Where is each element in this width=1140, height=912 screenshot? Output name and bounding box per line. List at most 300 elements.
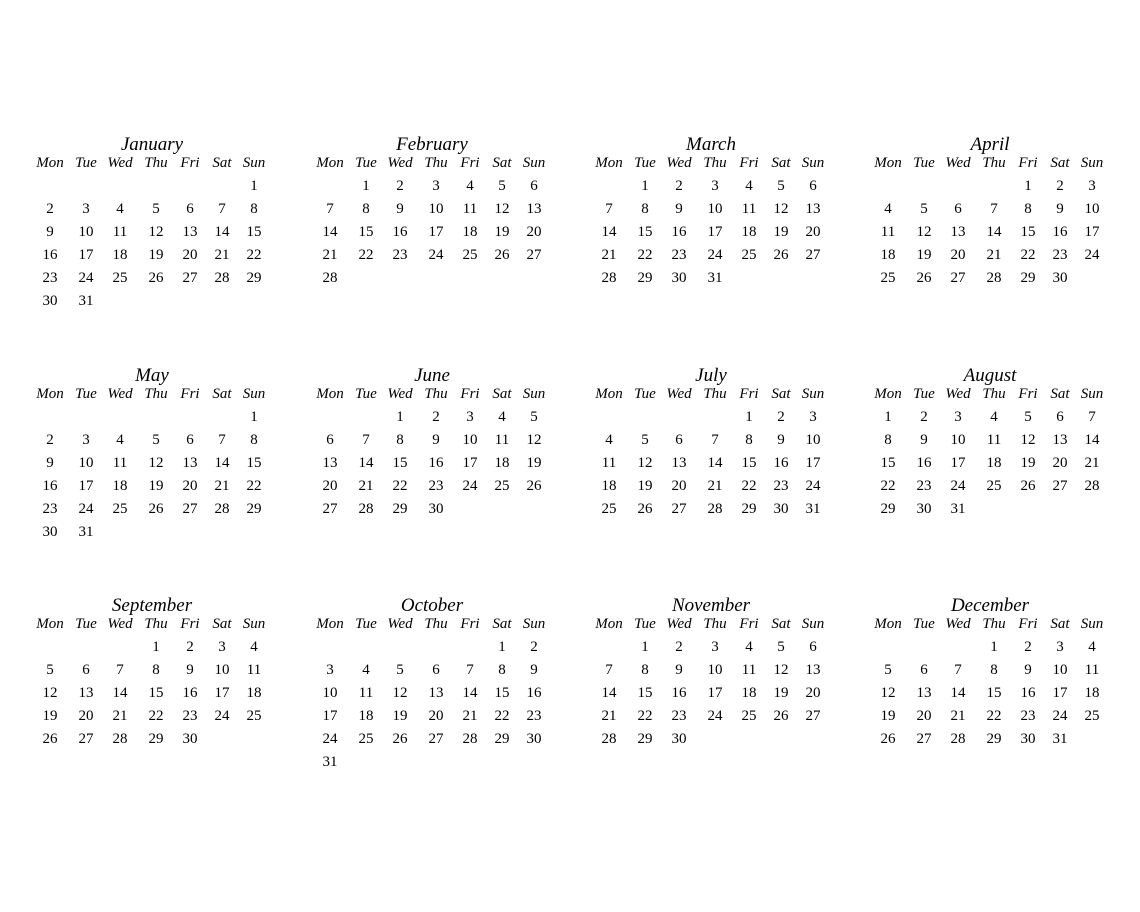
day-cell: 7 (711, 432, 719, 448)
day-cell: 1 (641, 178, 649, 194)
day-cell: 26 (494, 247, 510, 263)
day-cell: 22 (637, 247, 653, 263)
day-cell: 9 (920, 432, 928, 448)
day-cell: 14 (950, 685, 966, 701)
day-cell: 6 (809, 178, 817, 194)
day-cell: 13 (916, 685, 932, 701)
day-cell: 5 (777, 639, 785, 655)
day-cell: 2 (920, 409, 928, 425)
day-cell: 14 (358, 455, 374, 471)
day-cell: 24 (707, 708, 723, 724)
day-cell: 21 (214, 247, 230, 263)
weekday-header-thu: Thu (703, 386, 727, 402)
day-cell: 21 (707, 478, 723, 494)
day-cell: 20 (322, 478, 338, 494)
weekday-header-fri: Fri (180, 616, 200, 632)
day-cell: 3 (1056, 639, 1064, 655)
day-cell: 27 (78, 731, 94, 747)
day-cell: 15 (637, 685, 653, 701)
day-cell: 24 (214, 708, 230, 724)
weekday-header-thu: Thu (982, 616, 1006, 632)
day-cell: 2 (530, 639, 538, 655)
day-cell: 20 (78, 708, 94, 724)
weekday-header-thu: Thu (424, 386, 448, 402)
day-cell: 4 (116, 432, 124, 448)
weekday-header-wed: Wed (945, 616, 971, 632)
day-cell: 23 (392, 247, 408, 263)
day-cell: 27 (322, 501, 338, 517)
day-cell: 13 (428, 685, 444, 701)
weekday-header-mon: Mon (595, 616, 623, 632)
day-cell: 27 (671, 501, 687, 517)
day-cell: 30 (671, 270, 687, 286)
day-cell: 4 (745, 639, 753, 655)
day-cell: 16 (526, 685, 542, 701)
day-cell: 8 (498, 662, 506, 678)
day-cell: 15 (494, 685, 510, 701)
day-cell: 18 (358, 708, 374, 724)
day-cell: 23 (671, 708, 687, 724)
day-cell: 4 (990, 409, 998, 425)
day-cell: 8 (1024, 201, 1032, 217)
weekday-header-tue: Tue (75, 155, 97, 171)
day-cell: 28 (462, 731, 478, 747)
day-cell: 9 (46, 224, 54, 240)
day-cell: 31 (950, 501, 966, 517)
weekday-header-sat: Sat (212, 155, 232, 171)
weekday-header-sun: Sun (522, 155, 546, 171)
day-cell: 10 (950, 432, 966, 448)
day-cell: 14 (707, 455, 723, 471)
day-cell: 1 (250, 178, 258, 194)
day-cell: 25 (246, 708, 262, 724)
day-cell: 1 (396, 409, 404, 425)
day-cell: 23 (42, 501, 58, 517)
day-cell: 7 (116, 662, 124, 678)
day-cell: 24 (462, 478, 478, 494)
day-cell: 17 (805, 455, 821, 471)
month-title: June (414, 365, 450, 386)
day-cell: 30 (182, 731, 198, 747)
weekday-header-sat: Sat (492, 616, 512, 632)
day-cell: 9 (530, 662, 538, 678)
day-cell: 14 (986, 224, 1002, 240)
weekday-header-sun: Sun (1080, 616, 1104, 632)
day-cell: 27 (916, 731, 932, 747)
day-cell: 21 (601, 247, 617, 263)
day-cell: 8 (990, 662, 998, 678)
day-cell: 12 (148, 224, 164, 240)
day-cell: 16 (42, 247, 58, 263)
day-cell: 4 (466, 178, 474, 194)
day-cell: 28 (986, 270, 1002, 286)
day-cell: 16 (1052, 224, 1068, 240)
day-cell: 21 (462, 708, 478, 724)
day-cell: 2 (432, 409, 440, 425)
day-cell: 16 (1020, 685, 1036, 701)
day-cell: 12 (880, 685, 896, 701)
day-cell: 12 (773, 201, 789, 217)
day-cell: 22 (637, 708, 653, 724)
day-cell: 27 (805, 708, 821, 724)
day-cell: 24 (707, 247, 723, 263)
day-cell: 3 (1088, 178, 1096, 194)
day-cell: 26 (773, 708, 789, 724)
day-cell: 29 (880, 501, 896, 517)
day-cell: 11 (741, 201, 757, 217)
day-cell: 16 (428, 455, 444, 471)
day-cell: 4 (605, 432, 613, 448)
day-cell: 16 (42, 478, 58, 494)
day-cell: 10 (78, 455, 94, 471)
day-cell: 2 (186, 639, 194, 655)
day-cell: 11 (880, 224, 896, 240)
day-cell: 13 (526, 201, 542, 217)
day-cell: 28 (214, 270, 230, 286)
day-cell: 24 (1084, 247, 1100, 263)
day-cell: 15 (880, 455, 896, 471)
day-cell: 18 (246, 685, 262, 701)
day-cell: 7 (326, 201, 334, 217)
day-cell: 10 (707, 201, 723, 217)
weekday-header-fri: Fri (1018, 616, 1038, 632)
day-cell: 16 (773, 455, 789, 471)
day-cell: 15 (148, 685, 164, 701)
day-cell: 25 (1084, 708, 1100, 724)
day-cell: 26 (42, 731, 58, 747)
day-cell: 29 (246, 270, 262, 286)
day-cell: 23 (671, 247, 687, 263)
weekday-header-tue: Tue (913, 386, 935, 402)
weekday-header-mon: Mon (316, 386, 344, 402)
day-cell: 20 (671, 478, 687, 494)
day-cell: 1 (641, 639, 649, 655)
day-cell: 6 (326, 432, 334, 448)
day-cell: 11 (112, 455, 128, 471)
day-cell: 23 (182, 708, 198, 724)
day-cell: 31 (78, 524, 94, 540)
weekday-header-mon: Mon (874, 616, 902, 632)
day-cell: 10 (214, 662, 230, 678)
day-cell: 22 (358, 247, 374, 263)
day-cell: 6 (432, 662, 440, 678)
day-cell: 28 (601, 270, 617, 286)
day-cell: 5 (396, 662, 404, 678)
day-cell: 6 (1056, 409, 1064, 425)
day-cell: 11 (494, 432, 510, 448)
day-cell: 12 (392, 685, 408, 701)
month-title: November (671, 595, 751, 616)
day-cell: 4 (362, 662, 370, 678)
weekday-header-sun: Sun (522, 616, 546, 632)
weekday-header-sun: Sun (242, 155, 266, 171)
day-cell: 23 (1052, 247, 1068, 263)
day-cell: 28 (112, 731, 128, 747)
weekday-header-tue: Tue (355, 155, 377, 171)
weekday-header-fri: Fri (180, 386, 200, 402)
weekday-header-tue: Tue (913, 155, 935, 171)
day-cell: 17 (707, 224, 723, 240)
day-cell: 15 (741, 455, 757, 471)
day-cell: 12 (1020, 432, 1036, 448)
day-cell: 12 (773, 662, 789, 678)
day-cell: 3 (82, 432, 90, 448)
weekday-header-thu: Thu (144, 616, 168, 632)
weekday-header-wed: Wed (666, 386, 692, 402)
day-cell: 2 (777, 409, 785, 425)
day-cell: 10 (322, 685, 338, 701)
day-cell: 3 (954, 409, 962, 425)
day-cell: 23 (773, 478, 789, 494)
weekday-header-tue: Tue (355, 386, 377, 402)
weekday-header-sun: Sun (801, 386, 825, 402)
day-cell: 13 (671, 455, 687, 471)
month-title: April (970, 134, 1010, 155)
weekday-header-mon: Mon (36, 386, 64, 402)
day-cell: 27 (526, 247, 542, 263)
day-cell: 15 (1020, 224, 1036, 240)
day-cell: 31 (1052, 731, 1068, 747)
day-cell: 9 (1056, 201, 1064, 217)
day-cell: 16 (671, 685, 687, 701)
weekday-header-tue: Tue (75, 616, 97, 632)
weekday-header-sat: Sat (492, 155, 512, 171)
day-cell: 22 (1020, 247, 1036, 263)
day-cell: 27 (428, 731, 444, 747)
day-cell: 9 (1024, 662, 1032, 678)
day-cell: 22 (741, 478, 757, 494)
day-cell: 20 (1052, 455, 1068, 471)
day-cell: 31 (707, 270, 723, 286)
weekday-header-fri: Fri (739, 386, 759, 402)
weekday-header-wed: Wed (945, 386, 971, 402)
day-cell: 21 (214, 478, 230, 494)
day-cell: 28 (707, 501, 723, 517)
day-cell: 7 (218, 201, 226, 217)
weekday-header-wed: Wed (107, 386, 133, 402)
weekday-header-fri: Fri (1018, 155, 1038, 171)
day-cell: 31 (805, 501, 821, 517)
weekday-header-sun: Sun (801, 616, 825, 632)
day-cell: 29 (392, 501, 408, 517)
weekday-header-sun: Sun (242, 616, 266, 632)
day-cell: 26 (916, 270, 932, 286)
day-cell: 19 (42, 708, 58, 724)
day-cell: 1 (884, 409, 892, 425)
day-cell: 5 (498, 178, 506, 194)
weekday-header-wed: Wed (107, 616, 133, 632)
day-cell: 21 (358, 478, 374, 494)
day-cell: 19 (880, 708, 896, 724)
day-cell: 1 (250, 409, 258, 425)
weekday-header-wed: Wed (387, 386, 413, 402)
weekday-header-tue: Tue (634, 386, 656, 402)
day-cell: 27 (182, 501, 198, 517)
weekday-header-mon: Mon (316, 155, 344, 171)
day-cell: 13 (182, 224, 198, 240)
day-cell: 29 (637, 731, 653, 747)
day-cell: 18 (986, 455, 1002, 471)
day-cell: 7 (605, 201, 613, 217)
day-cell: 28 (1084, 478, 1100, 494)
day-cell: 11 (462, 201, 478, 217)
day-cell: 24 (950, 478, 966, 494)
day-cell: 30 (671, 731, 687, 747)
day-cell: 9 (675, 201, 683, 217)
month-title: March (686, 134, 736, 155)
day-cell: 13 (1052, 432, 1068, 448)
day-cell: 23 (1020, 708, 1036, 724)
day-cell: 10 (78, 224, 94, 240)
day-cell: 7 (218, 432, 226, 448)
day-cell: 3 (711, 639, 719, 655)
day-cell: 20 (805, 685, 821, 701)
day-cell: 22 (494, 708, 510, 724)
weekday-header-sat: Sat (1050, 386, 1070, 402)
day-cell: 8 (250, 432, 258, 448)
day-cell: 6 (675, 432, 683, 448)
day-cell: 9 (432, 432, 440, 448)
day-cell: 24 (1052, 708, 1068, 724)
day-cell: 28 (601, 731, 617, 747)
day-cell: 20 (950, 247, 966, 263)
day-cell: 2 (46, 432, 54, 448)
day-cell: 24 (428, 247, 444, 263)
day-cell: 31 (78, 293, 94, 309)
day-cell: 5 (777, 178, 785, 194)
weekday-header-thu: Thu (424, 155, 448, 171)
month-title: May (135, 365, 169, 386)
day-cell: 29 (741, 501, 757, 517)
day-cell: 6 (186, 432, 194, 448)
day-cell: 1 (990, 639, 998, 655)
day-cell: 3 (432, 178, 440, 194)
day-cell: 6 (809, 639, 817, 655)
day-cell: 3 (326, 662, 334, 678)
day-cell: 19 (773, 685, 789, 701)
day-cell: 22 (246, 247, 262, 263)
day-cell: 15 (986, 685, 1002, 701)
day-cell: 18 (880, 247, 896, 263)
day-cell: 19 (1020, 455, 1036, 471)
weekday-header-thu: Thu (144, 155, 168, 171)
day-cell: 12 (148, 455, 164, 471)
day-cell: 1 (362, 178, 370, 194)
day-cell: 22 (986, 708, 1002, 724)
weekday-header-fri: Fri (1018, 386, 1038, 402)
day-cell: 5 (641, 432, 649, 448)
month-title: January (120, 134, 184, 155)
day-cell: 8 (362, 201, 370, 217)
day-cell: 7 (1088, 409, 1096, 425)
weekday-header-wed: Wed (666, 616, 692, 632)
day-cell: 2 (675, 178, 683, 194)
day-cell: 25 (601, 501, 617, 517)
day-cell: 16 (671, 224, 687, 240)
day-cell: 14 (322, 224, 338, 240)
day-cell: 6 (954, 201, 962, 217)
day-cell: 27 (182, 270, 198, 286)
day-cell: 6 (186, 201, 194, 217)
weekday-header-wed: Wed (387, 155, 413, 171)
day-cell: 8 (641, 201, 649, 217)
weekday-header-mon: Mon (874, 155, 902, 171)
day-cell: 29 (494, 731, 510, 747)
day-cell: 5 (884, 662, 892, 678)
weekday-header-sat: Sat (492, 386, 512, 402)
day-cell: 11 (358, 685, 374, 701)
day-cell: 10 (428, 201, 444, 217)
day-cell: 4 (250, 639, 258, 655)
day-cell: 3 (82, 201, 90, 217)
day-cell: 6 (920, 662, 928, 678)
day-cell: 1 (498, 639, 506, 655)
day-cell: 22 (392, 478, 408, 494)
day-cell: 3 (809, 409, 817, 425)
day-cell: 24 (322, 731, 338, 747)
day-cell: 16 (182, 685, 198, 701)
day-cell: 20 (428, 708, 444, 724)
day-cell: 17 (950, 455, 966, 471)
day-cell: 9 (46, 455, 54, 471)
weekday-header-mon: Mon (36, 155, 64, 171)
day-cell: 5 (46, 662, 54, 678)
day-cell: 25 (741, 708, 757, 724)
weekday-header-tue: Tue (634, 616, 656, 632)
day-cell: 19 (148, 478, 164, 494)
day-cell: 1 (152, 639, 160, 655)
day-cell: 13 (182, 455, 198, 471)
day-cell: 17 (322, 708, 338, 724)
day-cell: 13 (950, 224, 966, 240)
day-cell: 21 (601, 708, 617, 724)
day-cell: 18 (112, 247, 128, 263)
weekday-header-wed: Wed (945, 155, 971, 171)
day-cell: 30 (1052, 270, 1068, 286)
weekday-header-mon: Mon (36, 616, 64, 632)
day-cell: 12 (494, 201, 510, 217)
day-cell: 8 (396, 432, 404, 448)
day-cell: 19 (494, 224, 510, 240)
day-cell: 25 (986, 478, 1002, 494)
weekday-header-thu: Thu (424, 616, 448, 632)
day-cell: 29 (1020, 270, 1036, 286)
day-cell: 20 (526, 224, 542, 240)
day-cell: 19 (916, 247, 932, 263)
day-cell: 12 (42, 685, 58, 701)
day-cell: 26 (392, 731, 408, 747)
weekday-header-thu: Thu (703, 616, 727, 632)
weekday-header-fri: Fri (180, 155, 200, 171)
day-cell: 9 (396, 201, 404, 217)
day-cell: 14 (214, 224, 230, 240)
day-cell: 2 (675, 639, 683, 655)
day-cell: 2 (1056, 178, 1064, 194)
month-title: February (396, 134, 468, 155)
day-cell: 16 (916, 455, 932, 471)
day-cell: 25 (462, 247, 478, 263)
day-cell: 7 (466, 662, 474, 678)
weekday-header-mon: Mon (595, 155, 623, 171)
day-cell: 14 (112, 685, 128, 701)
day-cell: 10 (805, 432, 821, 448)
day-cell: 19 (637, 478, 653, 494)
day-cell: 17 (78, 478, 94, 494)
month-title: December (950, 595, 1030, 616)
day-cell: 7 (605, 662, 613, 678)
day-cell: 2 (396, 178, 404, 194)
day-cell: 3 (218, 639, 226, 655)
